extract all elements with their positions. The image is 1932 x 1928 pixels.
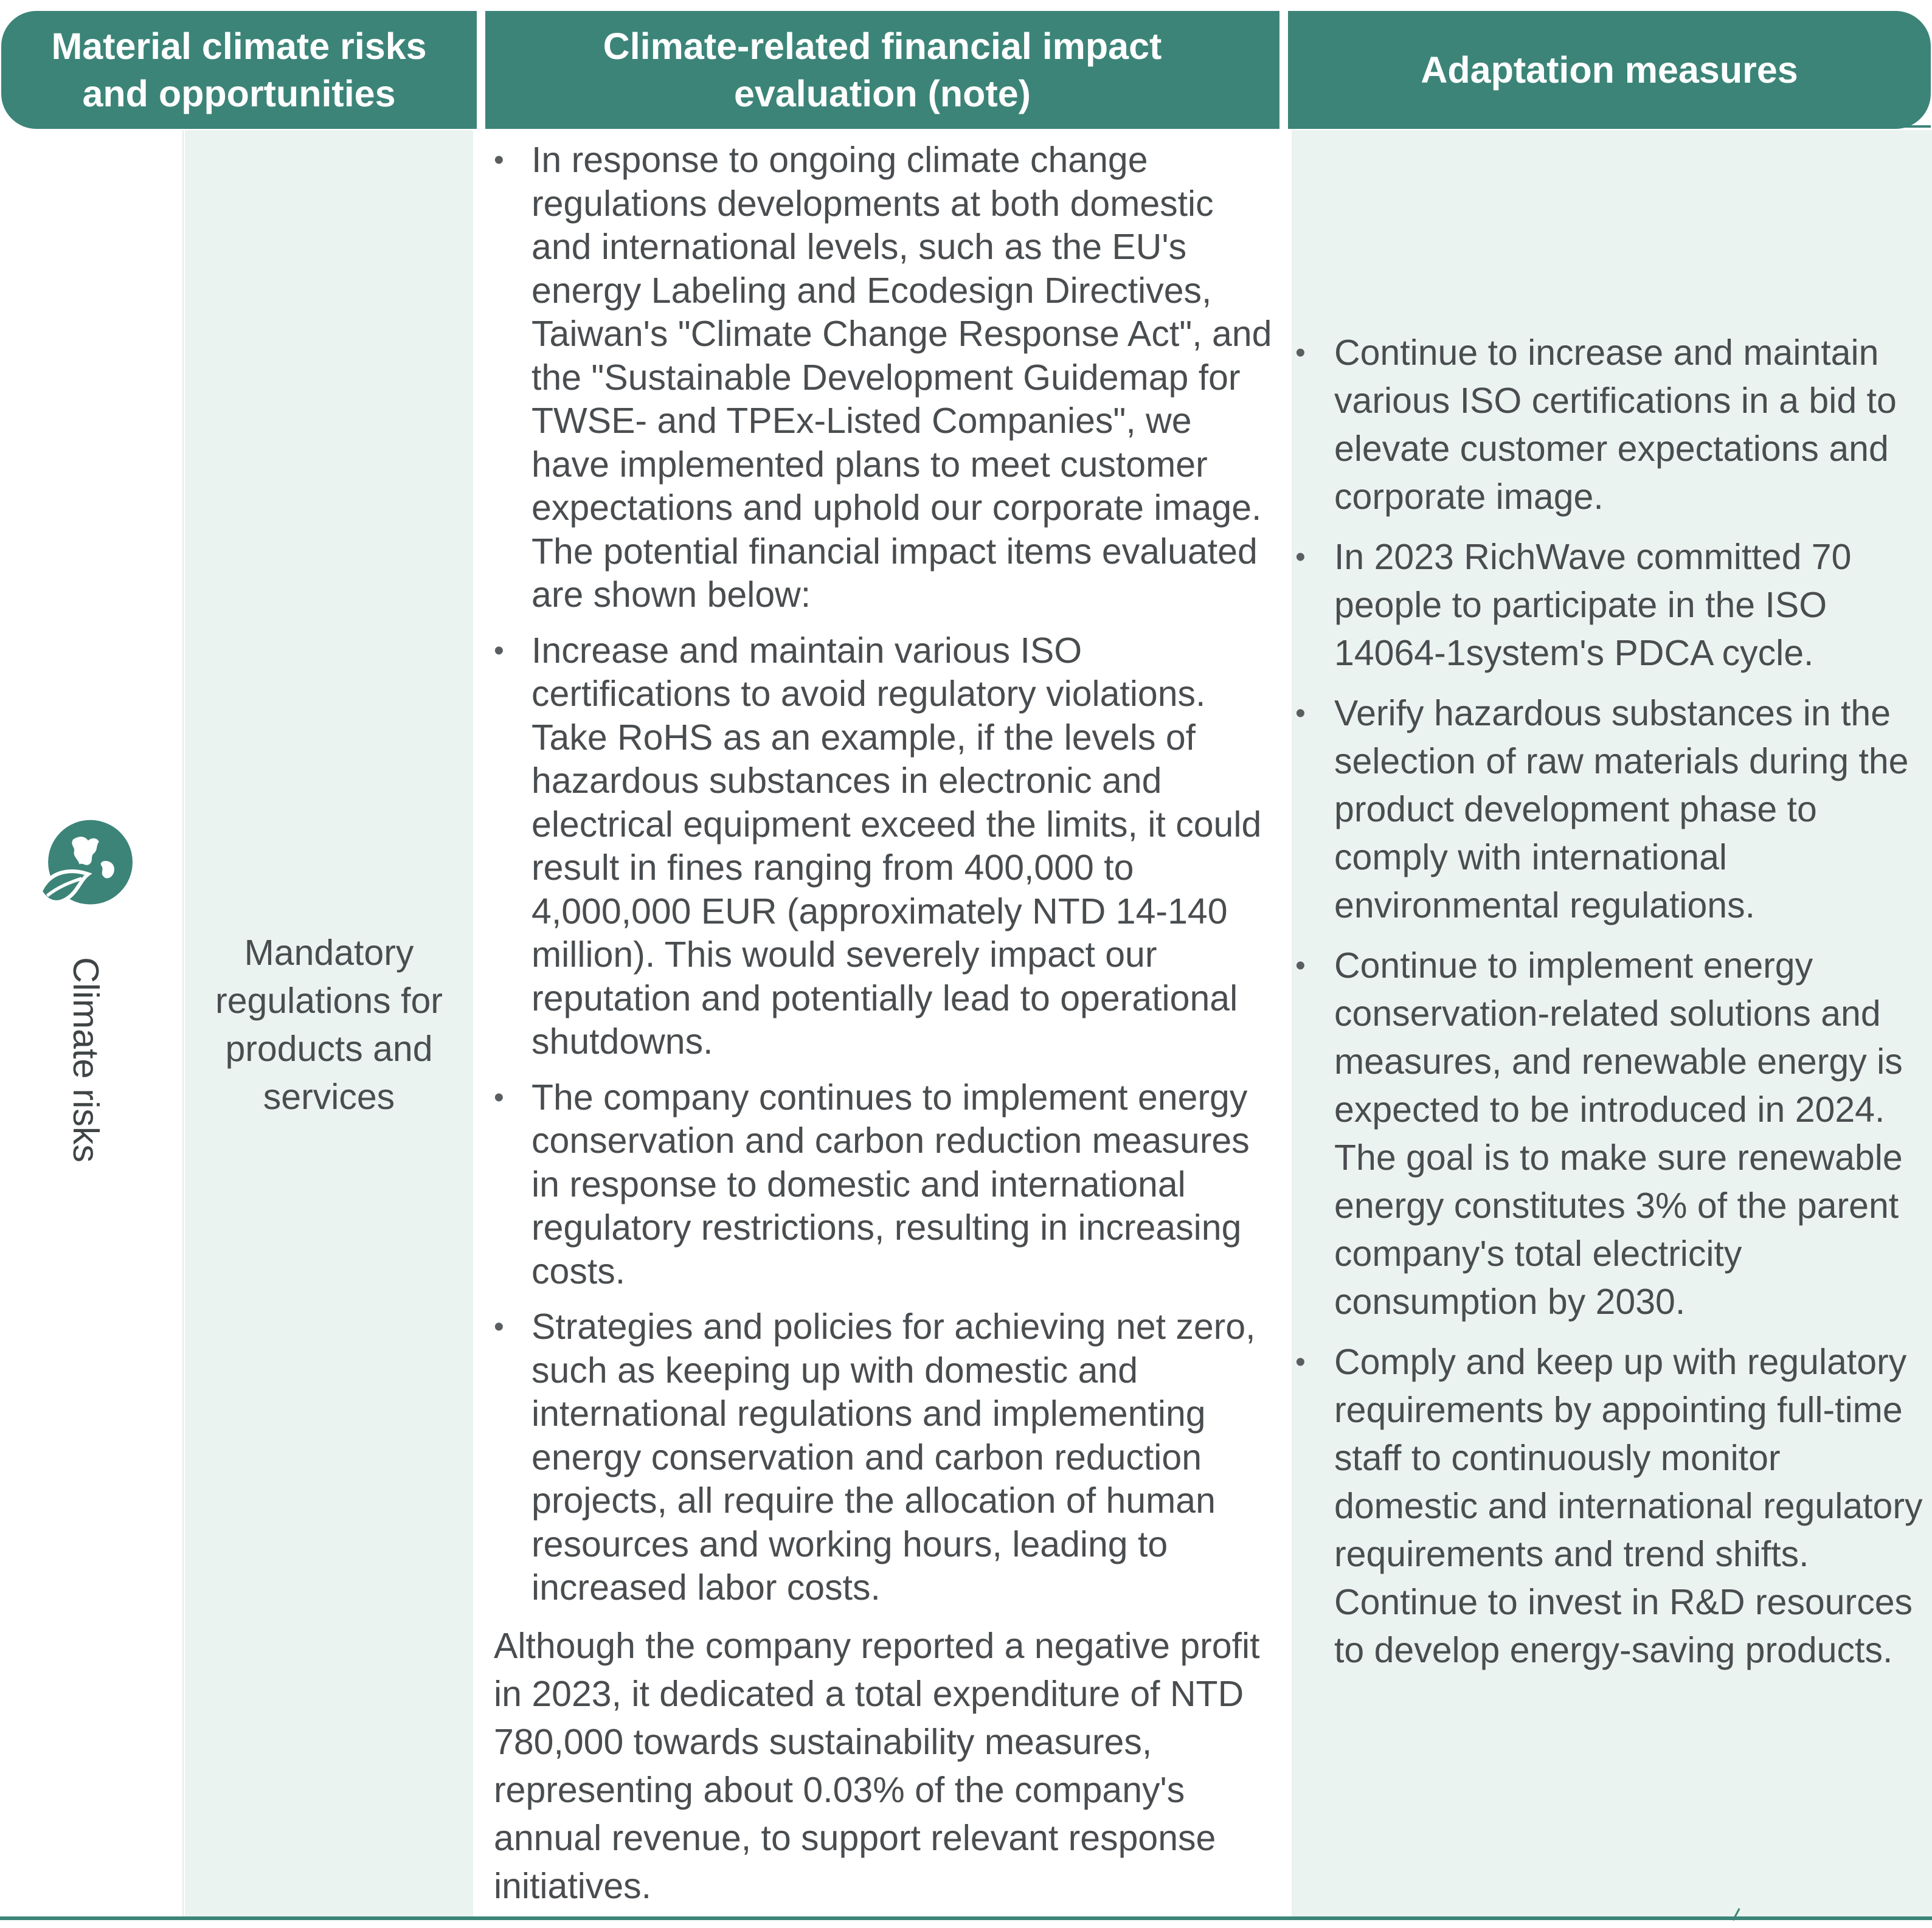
impact-summary: Although the company reported a negative profit in 2023, it dedicated a total expenditure of NTD 780,000 towards sustainability measures, representing about 0.03% of the company's annual revenue, to support relevant response initiatives.	[494, 1625, 1260, 1906]
subcategory-line-2: regulations for	[215, 981, 443, 1021]
header-underline-3	[1288, 125, 1931, 128]
header-col2-line1: Climate-related financial impact	[603, 26, 1162, 67]
header-risks-opportunities	[1, 11, 477, 129]
table-bottom-rule	[0, 1916, 1932, 1920]
header-underline-2	[485, 125, 1279, 128]
impact-bullet-3: • The company continues to implement energy conservation and carbon reduction measures in response to domestic and international regulatory restrictions, resulting in increasing costs.	[494, 1076, 1278, 1294]
adaptation-bullet-5: • Comply and keep up with regulatory requirements by appointing full-time staff to continuously monitor domestic and international regulatory requirements and trend shifts. Continue to invest in R&D resources to develop energy-saving products.	[1295, 1338, 1931, 1674]
header-underline-1	[182, 125, 472, 128]
financial-impact-cell	[494, 139, 1278, 1910]
adaptation-bullet-4: • Continue to implement energy conservation-related solutions and measures, and renewable energy is expected to be introduced in 2024. The goal is to make sure renewable energy constitutes 3% of the parent company's total electricity consumption by 2030.	[1295, 942, 1931, 1326]
header-adaptation-measures	[1288, 11, 1931, 129]
subcategory-line-1: Mandatory	[244, 933, 414, 973]
header-col1-line1: Material climate risks	[51, 26, 427, 67]
subcategory-line-4: services	[263, 1077, 395, 1117]
earth-leaf-icon	[34, 814, 142, 922]
header-col3: Adaptation measures	[1421, 49, 1798, 91]
subcategory-line-3: products and	[225, 1029, 433, 1069]
adaptation-bullet-1: • Continue to increase and maintain various ISO certifications in a bid to elevate customer expectations and corporate image.	[1295, 329, 1931, 521]
header-financial-impact	[485, 11, 1279, 129]
header-col2-line2: evaluation (note)	[733, 73, 1031, 114]
impact-bullet-1: • In response to ongoing climate change regulations developments at both domestic and international levels, such as the EU's energy Labeling and Ecodesign Directives, Taiwan's "Climate Change Response Act", and the "Sustainable Development Guidemap for TWSE- and TPEx-Listed Companies", we have implemented plans to meet customer expectations and uphold our corporate image. The potential financial impact items evaluated are shown below:	[494, 139, 1278, 617]
subcategory-mandatory-regulations	[185, 929, 473, 1121]
impact-bullet-4: • Strategies and policies for achieving net zero, such as keeping up with domestic and international regulations and implementing energy conservation and carbon reduction projects, all require the allocation of human resources and working hours, leading to increased labor costs.	[494, 1305, 1278, 1610]
impact-bullet-2: • Increase and maintain various ISO certifications to avoid regulatory violations. Take RoHS as an example, if the levels of hazardous substances in electronic and electrical equipment exceed the limits, it could result in fines ranging from 400,000 to 4,000,000 EUR (approximately NTD 14-140 million). This would severely impact our reputation and potentially lead to operational shutdowns.	[494, 629, 1278, 1064]
adaptation-bullet-list	[1295, 329, 1931, 1674]
header-col1-line2: and opportunities	[82, 73, 396, 114]
adaptation-measures-cell	[1295, 329, 1931, 1687]
column-divider	[182, 130, 184, 1916]
impact-bullet-list	[494, 139, 1278, 1610]
adaptation-bullet-2: • In 2023 RichWave committed 70 people to participate in the ISO 14064-1system's PDCA cycle.	[1295, 533, 1931, 677]
category-climate-risks: Climate risks	[66, 957, 106, 1163]
adaptation-bullet-3: • Verify hazardous substances in the selection of raw materials during the product development phase to comply with international environmental regulations.	[1295, 689, 1931, 930]
